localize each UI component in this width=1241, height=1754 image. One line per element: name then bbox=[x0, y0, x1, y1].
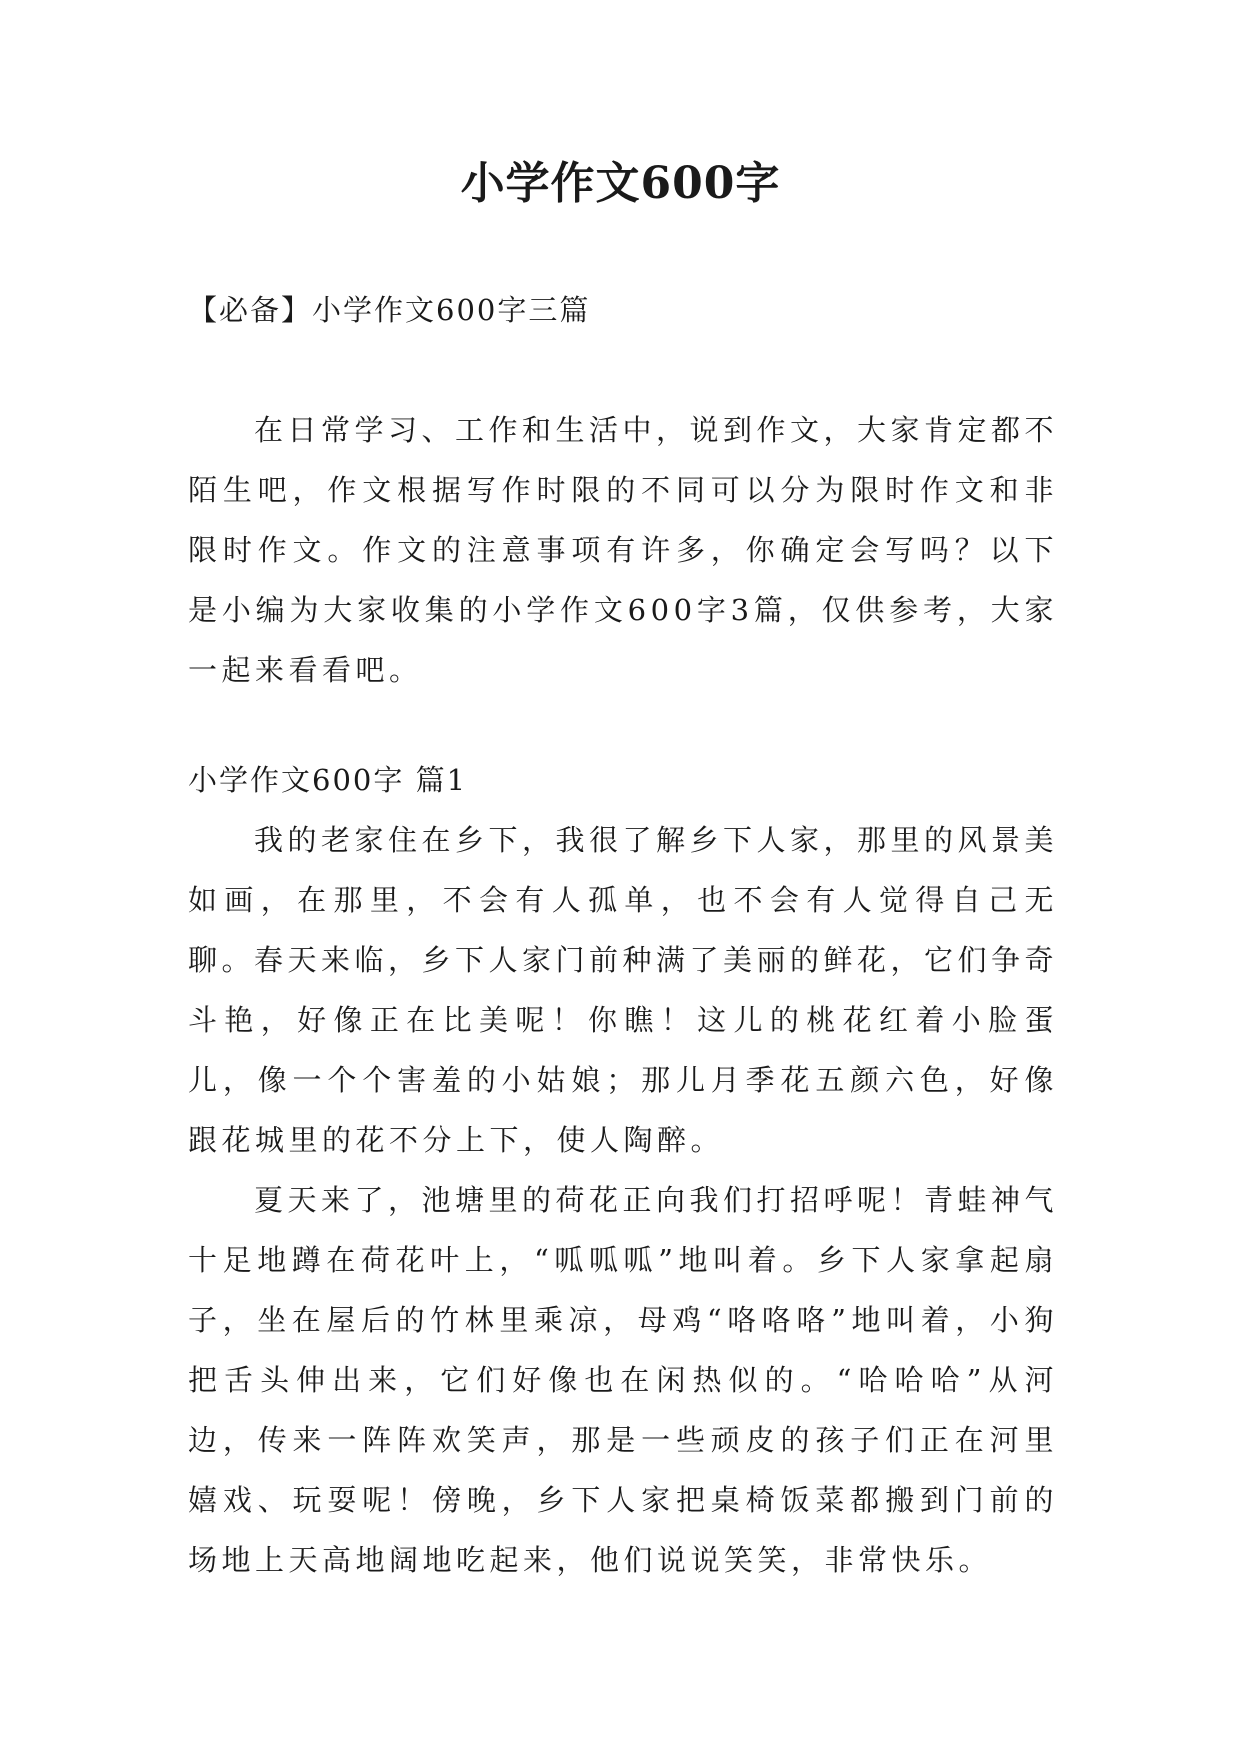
essay-paragraph-2: 春天来临，乡下人家门前种满了美丽的鲜花，它们争奇斗艳，好像正在比美呢！你瞧！这儿的桃花红着小脸蛋儿，像一个个害羞的小姑娘；那儿月季花五颜六色，好像跟花城里的花不分上下，使人陶醉。 bbox=[188, 943, 1059, 1157]
essay-paragraph-1: 我的老家住在乡下，我很了解乡下人家，那里的风景美如画，在那里，不会有人孤单，也不会有人觉得自己无聊。 bbox=[188, 823, 1059, 977]
intro-paragraph: 在日常学习、工作和生活中，说到作文，大家肯定都不陌生吧，作文根据写作时限的不同可以分为限时作文和非限时作文。作文的注意事项有许多，你确定会写吗？以下是小编为大家收集的小学作文600字3篇，仅供参考，大家一起来看看吧。 bbox=[188, 413, 1059, 687]
section-heading: 小学作文600字 篇1 bbox=[188, 763, 468, 797]
document-title: 小学作文600字 bbox=[460, 158, 781, 209]
essay-paragraph-3: 夏天来了，池塘里的荷花正向我们打招呼呢！青蛙神气十足地蹲在荷花叶上，“呱呱呱”地叫着。乡下人家拿起扇子，坐在屋后的竹林里乘凉，母鸡“咯咯咯”地叫着，小狗把舌头伸出来，它们好像也在闲热似的。“哈哈哈”从河边，传来一阵阵欢笑声，那是一些顽皮的孩子们正在河里嬉戏、玩耍呢！傍晚，乡下人家把桌椅饭菜都搬到门前的场地上天高地阔地吃起来，他们说说笑笑，非常快乐。 bbox=[188, 1183, 1059, 1577]
document-subtitle: 【必备】小学作文600字三篇 bbox=[188, 293, 591, 327]
